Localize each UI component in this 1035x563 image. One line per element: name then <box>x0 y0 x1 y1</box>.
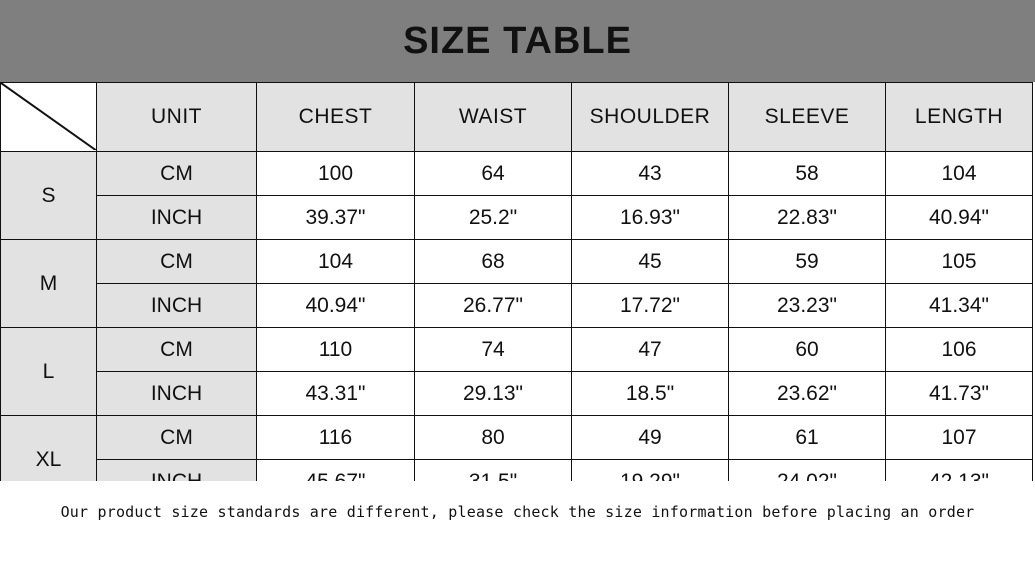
table-row <box>1 240 1033 284</box>
size-label-s: S <box>1 152 97 240</box>
header-waist: WAIST <box>415 83 572 152</box>
table-row <box>1 152 1033 196</box>
corner-diagonal-cell <box>1 83 97 152</box>
value-cell: 116 <box>257 416 415 460</box>
value-cell: 18.5" <box>572 372 729 416</box>
value-cell: 25.2" <box>415 196 572 240</box>
value-cell: 110 <box>257 328 415 372</box>
value-cell: 23.23" <box>729 284 886 328</box>
value-cell: 41.34" <box>886 284 1033 328</box>
value-cell: 43 <box>572 152 729 196</box>
table-header-row <box>1 83 1033 152</box>
value-cell: 43.31" <box>257 372 415 416</box>
value-cell: 105 <box>886 240 1033 284</box>
value-cell: 74 <box>415 328 572 372</box>
table-row <box>1 196 1033 240</box>
unit-label-cm: CM <box>97 416 257 460</box>
value-cell: 16.93" <box>572 196 729 240</box>
value-cell: 58 <box>729 152 886 196</box>
value-cell: 22.83" <box>729 196 886 240</box>
header-length: LENGTH <box>886 83 1033 152</box>
unit-label-inch: INCH <box>97 372 257 416</box>
value-cell: 45 <box>572 240 729 284</box>
value-cell: 17.72" <box>572 284 729 328</box>
header-unit: UNIT <box>97 83 257 152</box>
value-cell: 104 <box>257 240 415 284</box>
unit-label-inch: INCH <box>97 284 257 328</box>
table-row <box>1 416 1033 460</box>
unit-label-cm: CM <box>97 240 257 284</box>
unit-label-cm: CM <box>97 152 257 196</box>
title-bar <box>0 0 1035 82</box>
header-shoulder: SHOULDER <box>572 83 729 152</box>
note-bar <box>0 481 1035 563</box>
value-cell: 59 <box>729 240 886 284</box>
table-row <box>1 328 1033 372</box>
table-row <box>1 372 1033 416</box>
table-row <box>1 284 1033 328</box>
unit-label-inch: INCH <box>97 196 257 240</box>
unit-label-cm: CM <box>97 328 257 372</box>
header-sleeve: SLEEVE <box>729 83 886 152</box>
value-cell: 64 <box>415 152 572 196</box>
value-cell: 106 <box>886 328 1033 372</box>
value-cell: 49 <box>572 416 729 460</box>
value-cell: 39.37" <box>257 196 415 240</box>
value-cell: 60 <box>729 328 886 372</box>
header-chest: CHEST <box>257 83 415 152</box>
value-cell: 26.77" <box>415 284 572 328</box>
size-table <box>0 82 1033 504</box>
value-cell: 104 <box>886 152 1033 196</box>
size-label-xl: XL <box>1 416 97 504</box>
size-label-m: M <box>1 240 97 328</box>
page-title: SIZE TABLE <box>403 19 632 62</box>
size-disclaimer-note: Our product size standards are different, please check the size information before placing an order <box>60 503 975 521</box>
value-cell: 100 <box>257 152 415 196</box>
value-cell: 41.73" <box>886 372 1033 416</box>
diagonal-line-icon <box>1 83 96 150</box>
value-cell: 47 <box>572 328 729 372</box>
value-cell: 107 <box>886 416 1033 460</box>
value-cell: 29.13" <box>415 372 572 416</box>
size-label-l: L <box>1 328 97 416</box>
value-cell: 23.62" <box>729 372 886 416</box>
value-cell: 40.94" <box>257 284 415 328</box>
value-cell: 61 <box>729 416 886 460</box>
value-cell: 68 <box>415 240 572 284</box>
value-cell: 80 <box>415 416 572 460</box>
size-table-container <box>0 82 1035 504</box>
value-cell: 40.94" <box>886 196 1033 240</box>
